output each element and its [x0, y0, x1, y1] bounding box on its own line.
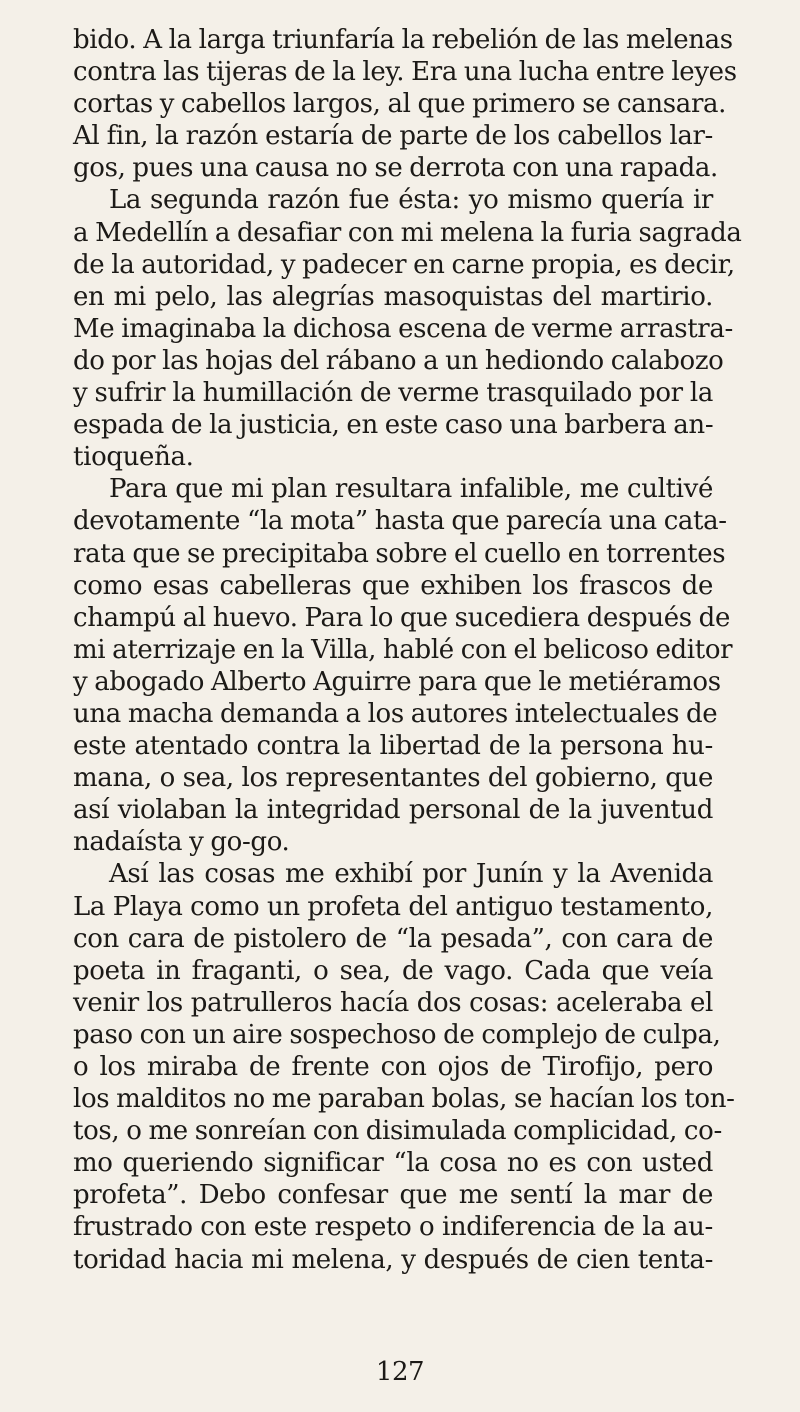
text-line: así violaban la integridad personal de la juventud — [73, 795, 713, 826]
text-line: de la autoridad, y padecer en carne propia, es decir, — [73, 249, 735, 280]
text-line: do por las hojas del rábano a un hediondo calabozo — [73, 345, 724, 376]
text-line: mi aterrizaje en la Villa, hablé con el belicoso editor — [73, 634, 733, 665]
text-line: frustrado con este respeto o indiferencia de la au- — [73, 1212, 713, 1243]
text-line: Al fin, la razón estaría de parte de los cabellos lar- — [73, 121, 713, 152]
text-line: espada de la justicia, en este caso una barbera an- — [73, 410, 714, 441]
text-line: y sufrir la humillación de verme trasquilado por la — [73, 378, 713, 409]
text-line: poeta in fraganti, o sea, de vago. Cada que veía — [73, 955, 713, 986]
text-line: paso con un aire sospechoso de complejo de culpa, — [73, 1019, 721, 1050]
text-line: bido. A la larga triunfaría la rebelión de las melenas — [73, 25, 733, 55]
text-line: Así las cosas me exhibí por Junín y la Avenida — [109, 859, 713, 890]
text-line: los malditos no me paraban bolas, se hacían los ton- — [73, 1084, 735, 1115]
text-line: en mi pelo, las alegrías masoquistas del martirio. — [73, 281, 713, 312]
body-text — [73, 24, 742, 1276]
text-line: con cara de pistolero de “la pesada”, con cara de — [73, 923, 713, 954]
text-line: toridad hacia mi melena, y después de cien tenta- — [73, 1244, 713, 1275]
text-line: cortas y cabellos largos, al que primero se cansara. — [73, 89, 727, 120]
text-line: contra las tijeras de la ley. Era una lucha entre leyes — [73, 57, 737, 88]
text-line: Me imaginaba la dichosa escena de verme arrastra- — [73, 313, 733, 344]
text-line: devotamente “la mota” hasta que parecía una cata- — [73, 506, 727, 537]
text-line: este atentado contra la libertad de la persona hu- — [73, 731, 713, 762]
page-number: 127 — [375, 1357, 425, 1387]
text-line: Para que mi plan resultara infalible, me cultivé — [109, 474, 713, 505]
text-line: La Playa como un profeta del antiguo testamento, — [73, 891, 713, 922]
text-line: La segunda razón fue ésta: yo mismo quería ir — [109, 185, 713, 216]
text-line: tos, o me sonreían con disimulada complicidad, co- — [73, 1116, 722, 1147]
text-line: mo queriendo significar “la cosa no es con usted — [73, 1148, 713, 1179]
text-line: como esas cabelleras que exhiben los frascos de — [73, 570, 713, 601]
text-line: o los miraba de frente con ojos de Tirofijo, pero — [73, 1052, 713, 1082]
text-line: y abogado Alberto Aguirre para que le metiéramos — [73, 666, 721, 697]
text-line: gos, pues una causa no se derrota con una rapada. — [73, 153, 718, 184]
text-line: profeta”. Debo confesar que me sentí la mar de — [73, 1180, 713, 1211]
text-line: una macha demanda a los autores intelectuales de — [73, 698, 718, 729]
text-line: mana, o sea, los representantes del gobierno, que — [73, 763, 713, 794]
text-line: champú al huevo. Para lo que sucediera después de — [73, 602, 730, 633]
text-line: nadaísta y go-go. — [73, 827, 290, 858]
text-line: tioqueña. — [73, 442, 194, 473]
text-line: venir los patrulleros hacía dos cosas: aceleraba el — [73, 987, 713, 1018]
text-line: rata que se precipitaba sobre el cuello en torrentes — [73, 538, 726, 569]
text-line: a Medellín a desafiar con mi melena la furia sagrada — [73, 217, 742, 248]
